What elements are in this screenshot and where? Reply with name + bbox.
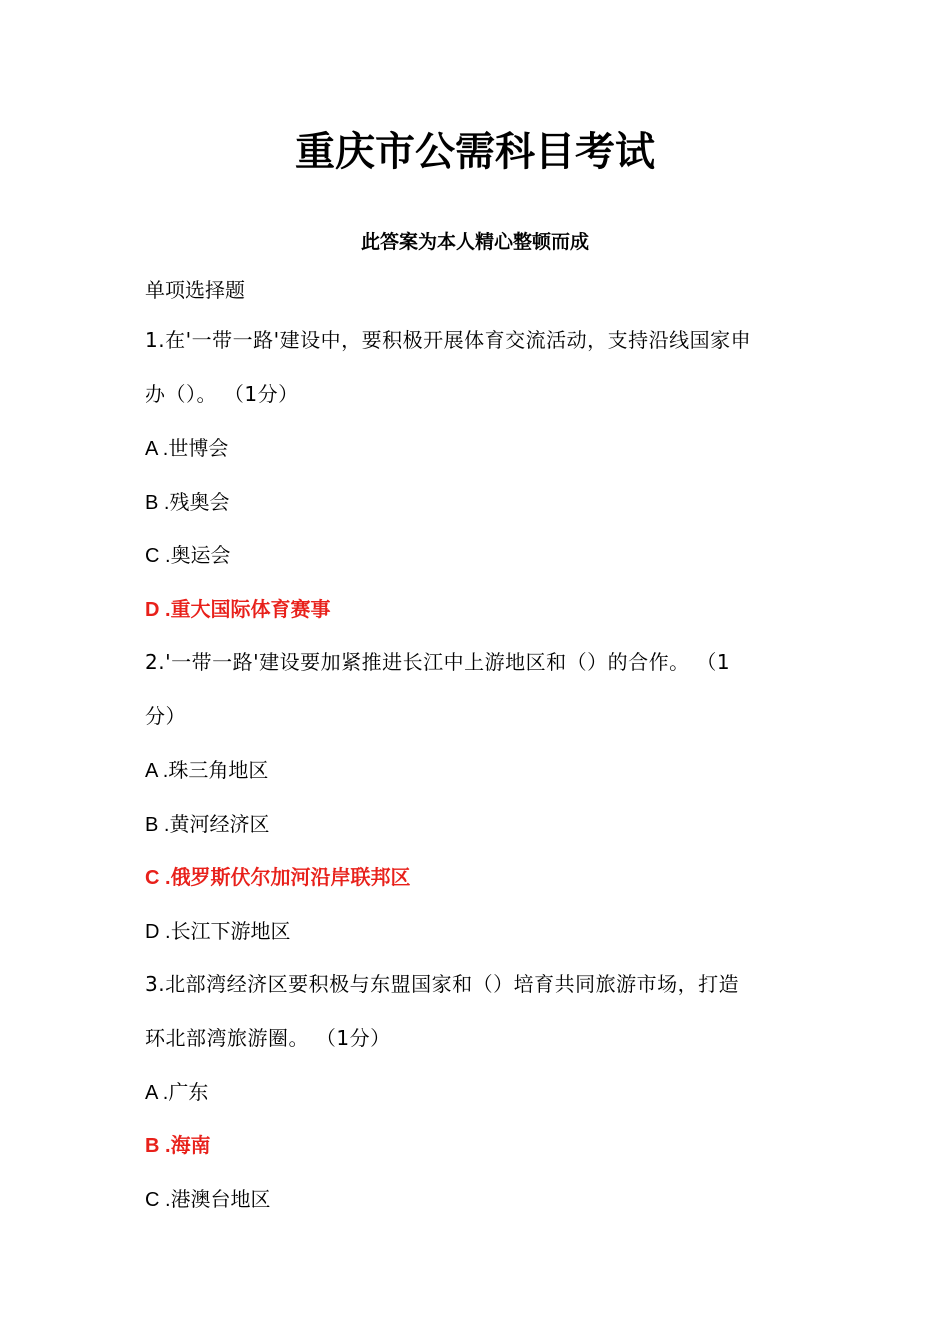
document-title: 重庆市公需科目考试 bbox=[295, 129, 655, 175]
option-letter: C . bbox=[145, 545, 171, 567]
question-3-option-a bbox=[145, 1078, 208, 1107]
option-letter: A . bbox=[145, 1082, 169, 1104]
option-letter: D . bbox=[145, 921, 171, 943]
question-2-option-a bbox=[145, 756, 268, 785]
option-letter: B . bbox=[145, 1135, 171, 1157]
option-text: 残奥会 bbox=[169, 490, 230, 514]
question-1-line-2: 办（）。 （1分） bbox=[145, 382, 299, 406]
question-3-option-c bbox=[145, 1185, 271, 1214]
question-1-option-b bbox=[145, 488, 229, 517]
option-text: 黄河经济区 bbox=[169, 812, 270, 836]
option-text: 长江下游地区 bbox=[170, 919, 291, 943]
question-1-option-a bbox=[145, 434, 228, 463]
option-text: 奥运会 bbox=[170, 543, 231, 567]
option-letter: A . bbox=[145, 438, 169, 460]
question-3-line-2: 环北部湾旅游圈。 （1分） bbox=[145, 1026, 391, 1050]
question-1 bbox=[145, 326, 813, 434]
question-3-line-1: 3.北部湾经济区要积极与东盟国家和（）培育共同旅游市场，打造 bbox=[145, 972, 740, 996]
question-2-line-2: 分） bbox=[145, 704, 186, 728]
question-1-option-c bbox=[145, 541, 231, 570]
option-text: 俄罗斯伏尔加河沿岸联邦区 bbox=[170, 865, 411, 889]
option-text: 世博会 bbox=[168, 436, 229, 460]
option-letter: C . bbox=[145, 1189, 171, 1211]
question-2 bbox=[145, 648, 813, 756]
question-3 bbox=[145, 970, 813, 1078]
option-text: 重大国际体育赛事 bbox=[170, 597, 331, 621]
option-letter: C . bbox=[145, 867, 171, 889]
question-1-line-1: 1.在'一带一路'建设中，要积极开展体育交流活动，支持沿线国家申 bbox=[145, 328, 752, 352]
question-2-option-d bbox=[145, 917, 291, 946]
question-2-option-b bbox=[145, 810, 269, 839]
option-letter: B . bbox=[145, 492, 170, 514]
question-2-line-1: 2.'一带一路'建设要加紧推进长江中上游地区和（）的合作。 （1 bbox=[145, 650, 731, 674]
section-heading: 单项选择题 bbox=[145, 278, 245, 302]
option-text: 港澳台地区 bbox=[170, 1187, 271, 1211]
option-text: 广东 bbox=[168, 1080, 209, 1104]
document-subtitle: 此答案为本人精心整顿而成 bbox=[360, 231, 589, 253]
option-letter: D . bbox=[145, 599, 171, 621]
option-text: 海南 bbox=[170, 1133, 211, 1157]
question-1-option-d-correct bbox=[145, 595, 331, 624]
option-letter: B . bbox=[145, 814, 170, 836]
option-text: 珠三角地区 bbox=[168, 758, 269, 782]
option-letter: A . bbox=[145, 760, 169, 782]
question-2-option-c-correct bbox=[145, 863, 411, 892]
question-3-option-b-correct bbox=[145, 1131, 211, 1160]
